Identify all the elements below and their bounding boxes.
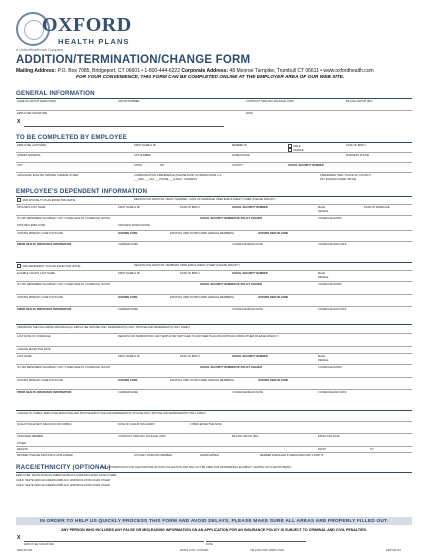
policyholder-ssn-label: SOCIAL SECURITY NUMBER OF POLICY HOLDER	[200, 366, 262, 369]
race-employee-row[interactable]: EMPLOYEE: WHITE AFRICAN AMERICAN/BLACK HISPANIC/LATINO ASIAN OTHER	[16, 474, 117, 477]
carrier-name-label: CARRIER NAME	[118, 308, 138, 311]
other-coverage[interactable]: IS THIS DEPENDENT ELIGIBLE? / ANY OTHER HEALTH COVERAGE YES NO	[17, 283, 111, 286]
zip-label: ZIP	[160, 164, 165, 167]
first-name-label: FIRST NAME & MI	[118, 206, 140, 209]
divider	[16, 410, 412, 411]
race-child-row[interactable]: CHILD: WHITE AFRICAN AMERICAN/BLACK HISPANIC/LATINO ASIAN OTHER	[16, 484, 110, 487]
other-coverage[interactable]: IS THIS DEPENDENT ELIGIBLE? / ANY OTHER HEALTH COVERAGE YES NO	[17, 217, 111, 220]
ssn-label: SOCIAL SECURITY NUMBER	[288, 164, 324, 167]
billing-group-label: BILLING GROUP (BG)	[346, 100, 373, 103]
male-option[interactable]: MALE	[318, 272, 326, 275]
add-spouse-option[interactable]	[17, 198, 75, 202]
street-address-label: STREET ADDRESS	[17, 154, 41, 157]
employer-signature-label: EMPLOYER SIGNATURE	[17, 112, 48, 115]
divider	[16, 377, 412, 378]
employer-sign-x: X	[17, 119, 21, 125]
add-spouse-checkbox[interactable]	[17, 198, 21, 202]
language-options[interactable]: LANGUAGE: ENGLISH SPANISH CHINESE OTHER	[17, 174, 79, 177]
coverage-end-label: COVERAGE END DATE	[318, 243, 347, 246]
mailing-address: P.O. Box 7085, Bridgeport, CT 06601 • 1-800-444-6222	[57, 68, 180, 74]
coverage-dates-label: COVERAGE DATES	[318, 283, 342, 286]
employer-signature-field[interactable]	[24, 126, 224, 127]
divider	[16, 333, 412, 334]
carrier-name-label: CARRIER NAME	[118, 391, 138, 394]
form-title: ADDITION/TERMINATION/CHANGE FORM	[16, 54, 251, 66]
coverage-begin-label: COVERAGE BEGIN DATE	[232, 391, 263, 394]
oxford-code-label: OXFORD CODE	[118, 232, 138, 235]
first-name-label: FIRST NAME & MI	[118, 355, 140, 358]
race-heading: RACE/ETHNICITY (OPTIONAL)	[16, 464, 111, 471]
dependent-heading: EMPLOYEE'S DEPENDENT INFORMATION	[16, 188, 148, 195]
divider	[16, 215, 412, 216]
divider	[16, 346, 412, 347]
business-phone-label: BUSINESS PHONE	[346, 154, 370, 157]
change-to-cobra[interactable]: CHANGE TO COBRA: EMPLOYEE EMPLOYEE AND SPOUSE EMPLOYEE AND DEPENDENT(S) SPOUSE ONLY SPOUSE AND DEPENDENT(S) ONLY FAMILY	[17, 412, 206, 415]
preferred-time-label: PREFERRED TIME / PLACE OF CONTACT	[320, 174, 371, 177]
divider	[16, 110, 412, 111]
oxford-code-label: OXFORD CODE	[118, 379, 138, 382]
last-date-label: LAST DATE OF COVERAGE	[17, 335, 51, 338]
cobra-effective-label: COBRA EFFECTIVE DATE	[190, 423, 222, 426]
existing-provider-label: EXISTING OB/GYN PROVIDER (FEMALE MEMBERS)	[170, 296, 234, 299]
divider	[16, 294, 412, 295]
divider	[16, 389, 412, 390]
divider	[16, 142, 412, 143]
policyholder-ssn-label: SOCIAL SECURITY NUMBER OF POLICY HOLDER	[200, 217, 262, 220]
existing-provider-label: EXISTING OB/GYN PROVIDER (FEMALE MEMBERS)	[170, 232, 234, 235]
from-label: FROM	[318, 448, 326, 451]
dob-label: DATE OF BIRTH	[180, 272, 200, 275]
employee-date-field[interactable]	[206, 541, 306, 542]
reason-label: REASON	[17, 448, 28, 451]
divider	[16, 446, 412, 447]
actively-working-option[interactable]: ACTIVELY WORKING MEMBER	[134, 454, 172, 457]
instruction-text: IN ORDER TO HELP US QUICKLY PROCESS THIS FORM AND AVOID DELAYS, PLEASE MAKE SURE ALL AREAS ARE PROPERLY FILLED OUT.	[39, 518, 389, 524]
divider	[16, 262, 412, 263]
coverage-end-label: COVERAGE END DATE	[318, 391, 347, 394]
coverage-begin-label: COVERAGE BEGIN DATE	[232, 308, 263, 311]
fraud-notice: ANY PERSON WHO INCLUDES ANY FALSE OR MISLEADING INFORMATION ON AN APPLICATION FOR AN INSURANCE POLICY IS SUBJECT TO CRIMINAL AND CIVIL PENALTIES.	[61, 528, 367, 532]
group-number-label: GROUP NUMBER	[118, 100, 140, 103]
oxford-pcp-label: OXFORD PRIMARY CARE PHYSICIAN	[17, 379, 64, 382]
divider	[16, 472, 412, 473]
csp-label: CONTRACT SPECIFIC PACKAGE (CSP)	[246, 100, 294, 103]
reason-dependent[interactable]: REASON FOR ADDITION: NEWBORN OPEN ENROLLMENT OTHER (PLEASE SPECIFY)	[134, 264, 240, 267]
existing-provider-label: EXISTING OB/GYN PROVIDER (FEMALE MEMBERS)	[170, 379, 234, 382]
comm-pref-label: COMMUNICATION PREFERENCE (PLEASE RANK IN ORDER FROM 1-4)	[134, 174, 222, 177]
county-label: COUNTY	[232, 164, 243, 167]
mailing-label: Mailing Address:	[16, 68, 57, 74]
white-copy-label: WHITE COPY OXFORD	[180, 549, 209, 552]
qualifying-event-label: QUALIFYING EVENT (REASON FOR COBRA)	[17, 423, 72, 426]
retired-label: RETIRED (PLEASE INDICATE IF APPLICABLE)	[17, 454, 74, 457]
general-heading: GENERAL INFORMATION	[16, 90, 95, 97]
billing-group-label: BILLING GROUP (BG)	[232, 435, 259, 438]
divider	[16, 230, 412, 231]
first-name-label: FIRST NAME & MI	[118, 272, 140, 275]
add-dependent-checkbox[interactable]	[17, 264, 21, 268]
home-phone-label: HOME PHONE	[232, 154, 250, 157]
change-effective-label: CHANGE EFFECTIVE DATE	[17, 348, 51, 351]
female-option[interactable]: FEMALE	[318, 210, 329, 213]
male-label: MALE	[293, 144, 301, 148]
logo-tagline: A UnitedHealthcare Company	[16, 48, 64, 52]
address-line	[16, 68, 374, 74]
spouse-employer-label: SPOUSE'S EMPLOYER	[17, 224, 46, 227]
date-of-marriage-label: DATE OF MARRIAGE	[364, 206, 390, 209]
comm-options[interactable]: ___MAIL ___FAX ___PHONE ___E-MAIL - ADDRESS	[134, 178, 197, 181]
reason-termination[interactable]: REASON FOR TERMINATION: LEFT EMPLOYER SWITCHED TO ANOTHER PLAN DISCONTINUE COBRA OTHER (PLEASE SPECIFY)	[118, 335, 279, 338]
to-label: TO	[370, 448, 374, 451]
divider	[16, 172, 412, 173]
race-child-row[interactable]: CHILD: WHITE AFRICAN AMERICAN/BLACK HISPANIC/LATINO ASIAN OTHER	[16, 479, 110, 482]
carrier-name-label: CARRIER NAME	[118, 243, 138, 246]
prior-insurance-label: PRIOR HEALTH INSURANCE INFORMATION	[17, 308, 72, 311]
employee-sign-x: X	[17, 535, 21, 541]
form-code: NEW-06-008	[17, 549, 32, 552]
handicapped-option[interactable]: HANDICAPPED	[200, 454, 219, 457]
yellow-copy-label: YELLOW COPY EMPLOYEE	[250, 549, 284, 552]
add-dependent-option[interactable]	[17, 264, 80, 268]
coverage-dates-label: COVERAGE DATES	[318, 366, 342, 369]
obgyn-code-label: OXFORD OB/GYN CODE	[258, 379, 289, 382]
employee-signature-field[interactable]	[24, 541, 204, 542]
reason-addition[interactable]: REASON FOR ADDITION: NEWLY MARRIED - DATE OF MARRIAGE OPEN ENROLLMENT OTHER (PLEASE SPECIFY)	[134, 198, 276, 201]
divider	[16, 204, 412, 205]
divider	[16, 353, 412, 354]
obgyn-code-label: OXFORD OB/GYN CODE	[258, 232, 289, 235]
divider	[16, 452, 412, 453]
transfer-member-option[interactable]: TRANSFER MEMBER	[17, 435, 44, 438]
divider	[16, 162, 412, 163]
divider	[16, 241, 412, 242]
instruction-banner	[16, 517, 412, 525]
spouse-work-phone-label: SPOUSE'S WORK PHONE	[118, 224, 150, 227]
ssn-label: SOCIAL SECURITY NUMBER	[232, 272, 268, 275]
divider	[16, 281, 412, 282]
corporate-label: Corporate Address:	[181, 68, 229, 74]
time-options[interactable]: DAY EVENING HOME OFFICE	[320, 178, 357, 181]
name-of-group-label: NAME OF GROUP (EMPLOYER)	[17, 100, 56, 103]
convenience-note: FOR YOUR CONVENIENCE, THIS FORM CAN BE COMPLETED ONLINE AT THE EMPLOYER AREA OF OUR WEB SITE.	[76, 75, 345, 80]
effective-date-label: EFFECTIVE DATE	[318, 435, 340, 438]
corporate-address: 48 Monroe Turnpike, Trumbull CT 06611 • www.oxfordhealth.com	[229, 68, 374, 74]
divider	[16, 364, 412, 365]
divider	[16, 270, 412, 271]
divider	[16, 421, 412, 422]
dob-label: DATE OF BIRTH	[346, 144, 366, 147]
male-option[interactable]: MALE	[318, 355, 326, 358]
female-label: FEMALE	[293, 148, 304, 152]
oxford-pcp-label: OXFORD PRIMARY CARE PHYSICIAN	[17, 296, 64, 299]
city-label: CITY	[17, 164, 23, 167]
race-intro: (THE INFORMATION IS FOR THE PURPOSE OF DATA COLLECTION AND WILL NOT BE USED FOR DETERMINING ELIGIBILITY, RATING OR CLAIM PAYMENT.)	[100, 466, 292, 469]
logo-name: OXFORD	[42, 14, 132, 36]
member-id-label: MEMBER ID	[232, 144, 247, 147]
ssn-label: SOCIAL SECURITY NUMBER	[232, 206, 268, 209]
divider	[16, 433, 412, 434]
apt-number-label: APT NUMBER	[134, 154, 151, 157]
medicare-option[interactable]: MEMBER ENROLLED IN MEDICARE PART A PART B	[260, 454, 324, 457]
coverage-dates-label: COVERAGE DATES	[318, 217, 342, 220]
coverage-end-label: COVERAGE END DATE	[318, 308, 347, 311]
spouse-lastname-label: SPOUSE'S LAST NAME	[17, 206, 46, 209]
divider	[16, 324, 412, 325]
last-name-label: LAST NAME	[17, 355, 32, 358]
female-option[interactable]: FEMALE	[318, 276, 329, 279]
emp-code: EMP 002 R4	[386, 549, 401, 552]
divider	[16, 196, 412, 197]
date-qualifying-label: DATE OF QUALIFYING EVENT	[118, 423, 155, 426]
ssn-label: SOCIAL SECURITY NUMBER	[232, 355, 268, 358]
csp-label: CONTRACT SPECIFIC PACKAGE (CSP)	[118, 435, 166, 438]
terminate-options[interactable]: TERMINATE THE FOLLOWING INDIVIDUAL(S): EMPLOYEE SPOUSE ONLY DEPENDENT(S) ONLY SPOUSE AND DEPENDENT(S) ONLY FAMILY	[17, 326, 191, 329]
male-option[interactable]: MALE	[318, 206, 326, 209]
oxford-code-label: OXFORD CODE	[118, 296, 138, 299]
other-option[interactable]: OTHER	[17, 442, 27, 445]
prior-insurance-label: PRIOR HEALTH INSURANCE INFORMATION	[17, 243, 72, 246]
dob-label: DATE OF BIRTH	[180, 355, 200, 358]
coverage-begin-label: COVERAGE BEGIN DATE	[232, 243, 263, 246]
other-coverage[interactable]: IS THIS DEPENDENT ELIGIBLE? / ANY OTHER HEALTH COVERAGE YES NO	[17, 366, 111, 369]
date-label: DATE	[206, 543, 213, 546]
employee-signature-label: EMPLOYEE SIGNATURE	[24, 543, 54, 546]
state-label: STATE	[134, 164, 142, 167]
prior-insurance-label: PRIOR HEALTH INSURANCE INFORMATION	[17, 391, 72, 394]
divider	[16, 98, 412, 99]
add-spouse-label: ADD SPOUSE TO PLAN EFFECTIVE (DATE)	[22, 198, 76, 202]
eligible-lastname-label: ELIGIBLE CHILD'S LAST NAME	[17, 272, 55, 275]
obgyn-code-label: OXFORD OB/GYN CODE	[258, 296, 289, 299]
date-label: DATE	[246, 112, 253, 115]
policyholder-ssn-label: SOCIAL SECURITY NUMBER OF POLICY HOLDER	[200, 283, 262, 286]
first-name-label: FIRST NAME & MI	[134, 144, 156, 147]
employee-heading: TO BE COMPLETED BY EMPLOYEE	[16, 134, 128, 141]
add-dependent-label: ADD DEPENDENT TO PLAN EFFECTIVE (DATE)	[22, 264, 81, 268]
oxford-pcp-label: OXFORD PRIMARY CARE PHYSICIAN	[17, 232, 64, 235]
divider	[16, 152, 412, 153]
logo-sub: HEALTH PLANS	[58, 37, 130, 46]
employee-lastname-label: EMPLOYEE LASTNAME	[17, 144, 46, 147]
female-option[interactable]: FEMALE	[318, 359, 329, 362]
divider	[16, 306, 412, 307]
dob-label: DATE OF BIRTH	[180, 206, 200, 209]
